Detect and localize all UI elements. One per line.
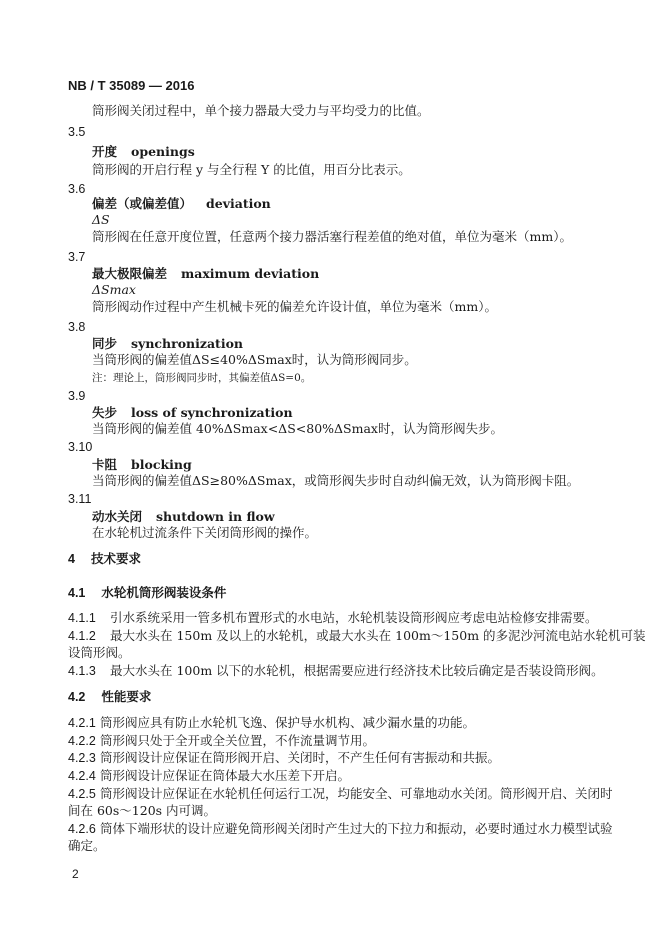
term-number: 3.10 xyxy=(68,440,93,454)
term-number: 3.9 xyxy=(68,389,86,403)
term-definition: 筒形阀在任意开度位置，任意两个接力器活塞行程差值的绝对值，单位为毫米（mm）。 xyxy=(92,229,572,244)
term-heading: 最大极限偏差 maximum deviation xyxy=(92,266,320,281)
term-definition: 当筒形阀的偏差值 40%ΔSmax<ΔS<80%ΔSmax时，认为筒形阀失步。 xyxy=(92,421,503,436)
chapter-heading: 4 技术要求 xyxy=(68,552,141,566)
term-number: 3.8 xyxy=(68,320,86,334)
term-symbol: ΔSmax xyxy=(92,282,136,297)
term-definition: 筒形阀动作过程中产生机械卡死的偏差允许设计值，单位为毫米（mm）。 xyxy=(92,299,497,314)
term-definition: 当筒形阀的偏差值ΔS≥80%ΔSmax，或筒形阀失步时自动纠偏无效，认为筒形阀卡阻。 xyxy=(92,473,580,488)
clause-continuation: 设筒形阀。 xyxy=(68,645,131,660)
clause-continuation: 确定。 xyxy=(68,838,106,853)
term-heading: 偏差（或偏差值） deviation xyxy=(92,196,271,211)
intro-line: 筒形阀关闭过程中，单个接力器最大受力与平均受力的比值。 xyxy=(92,103,430,118)
section-heading: 4.1 水轮机筒形阀装设条件 xyxy=(68,586,227,600)
term-heading: 同步 synchronization xyxy=(92,336,244,351)
section-heading: 4.2 性能要求 xyxy=(68,690,152,704)
term-symbol: ΔS xyxy=(92,212,110,227)
clause-4-2-6: 4.2.6 筒体下端形状的设计应避免筒形阀关闭时产生过大的下拉力和振动，必要时通过水力模型试验 xyxy=(68,821,613,836)
term-heading: 动水关闭 shutdown in flow xyxy=(92,509,275,524)
clause-4-1-3: 4.1.3 最大水头在 100m 以下的水轮机，根据需要应进行经济技术比较后确定是否装设筒形阀。 xyxy=(68,663,604,678)
clause-4-2-1: 4.2.1 筒形阀应具有防止水轮机飞逸、保护导水机构、减少漏水量的功能。 xyxy=(68,715,476,730)
clause-4-2-2: 4.2.2 筒形阀只处于全开或全关位置，不作流量调节用。 xyxy=(68,733,376,748)
page-number: 2 xyxy=(72,867,79,881)
term-heading: 失步 loss of synchronization xyxy=(92,405,293,420)
clause-4-2-5: 4.2.5 筒形阀设计应保证在水轮机任何运行工况，均能安全、可靠地动水关闭。筒形阀开启、关闭时 xyxy=(68,786,613,801)
term-number: 3.6 xyxy=(68,182,86,196)
standard-code-header: NB / T 35089 — 2016 xyxy=(68,78,195,93)
term-number: 3.5 xyxy=(68,125,86,139)
term-note: 注：理论上，筒形阀同步时，其偏差值ΔS=0。 xyxy=(92,372,312,384)
term-definition: 筒形阀的开启行程 y 与全行程 Y 的比值，用百分比表示。 xyxy=(92,162,411,177)
term-number: 3.11 xyxy=(68,492,92,506)
term-definition: 在水轮机过流条件下关闭筒形阀的操作。 xyxy=(92,525,318,540)
term-heading: 开度 openings xyxy=(92,144,195,159)
clause-4-2-4: 4.2.4 筒形阀设计应保证在筒体最大水压差下开启。 xyxy=(68,768,351,783)
clause-4-1-2: 4.1.2 最大水头在 150m 及以上的水轮机，或最大水头在 100m～150m 的多泥沙河流电站水轮机可装 xyxy=(68,628,646,643)
term-heading: 卡阻 blocking xyxy=(92,457,192,472)
clause-4-1-1: 4.1.1 引水系统采用一管多机布置形式的水电站，水轮机装设筒形阀应考虑电站检修安排需要。 xyxy=(68,610,598,625)
clause-continuation: 间在 60s～120s 内可调。 xyxy=(68,803,217,818)
term-definition: 当筒形阀的偏差值ΔS≤40%ΔSmax时，认为筒形阀同步。 xyxy=(92,352,417,367)
clause-4-2-3: 4.2.3 筒形阀设计应保证在筒形阀开启、关闭时，不产生任何有害振动和共振。 xyxy=(68,750,501,765)
term-number: 3.7 xyxy=(68,250,86,264)
